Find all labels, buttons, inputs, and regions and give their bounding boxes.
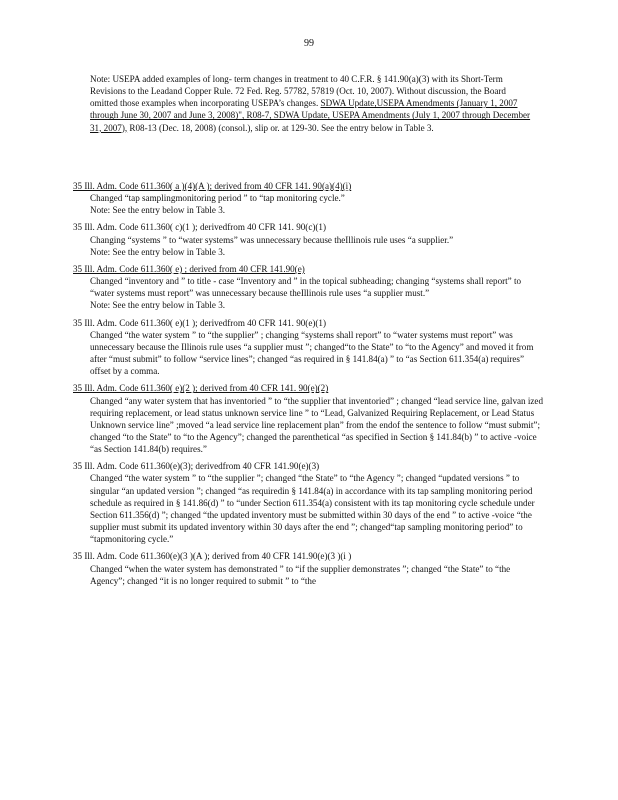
entry-text: Changed “the water system ” to “the supplier” ; changing “systems shall report” to “water systems must report” was unnecessary because the Illinois rule uses “a supplier must ”; changed“to the State” to “to the Agency” and moved it from after “must submit” to follow “service lines”; changed “as required in § 141.84(a) ” to “as Section 611.354(a) requires” offset by a comma.	[90, 329, 534, 377]
entry-body	[90, 329, 543, 378]
entry	[73, 180, 543, 216]
entry-citation: 35 Ill. Adm. Code 611.360( a )(4)(A ); derived from 40 CFR 141. 90(a)(4)(i)	[73, 181, 352, 191]
entry-text: Changed “tap samplingmonitoring period ” to “tap monitoring cycle.”	[90, 193, 345, 204]
note-tail: R08-13 (Dec. 18, 2008) (consol.), slip or. at 129-30. See the entry below in Table 3.	[129, 122, 434, 133]
entry-body	[90, 234, 543, 258]
note-line: Note: USEPA added examples of long- term changes in treatment to 40 C.F.R.	[90, 74, 375, 84]
entry-citation: 35 Ill. Adm. Code 611.360(e)(3); derivedfrom 40 CFR 141.90(e)(3)	[73, 461, 320, 472]
entry-body	[90, 192, 543, 216]
page-number: 99	[304, 38, 314, 49]
note-line: incorporating USEPA’s changes.	[200, 98, 319, 109]
entry-body	[90, 275, 543, 311]
entry-text: Changing “systems ” to “water systems” was unnecessary because theIllinois rule uses “a supplier.”	[90, 234, 454, 245]
entry-text: Changed “when the water system has demonstrated ” to “if the supplier demonstrates ”; changed “the State” to “the Agency”; changed “it is no longer required to submit ” to “the	[90, 563, 511, 586]
entry-text: Note: See the entry below in Table 3.	[90, 205, 226, 216]
entry	[73, 382, 543, 455]
entry-body	[90, 395, 543, 456]
entry	[73, 550, 543, 586]
entry-body	[90, 563, 543, 587]
entry	[73, 263, 543, 312]
note-line: § 141.90(a)(3) with its Short-Term Revisions to the Leadand Copper Rule. 72 Fed. Reg.	[90, 74, 503, 97]
entry	[73, 317, 543, 378]
note-underlined-reference: SDWA Update,USEPA Amendments (January 1, 2007 through June 30, 2007 and June 3, 2008)", R08-7, SDWA Update, USEPA Amendments (July 1, 2007 through December 31, 2007),	[90, 98, 531, 133]
entry-text: Changed “inventory and ” to title - case “Inventory and ” in the topical subheading; changing “systems shall report” to “water systems must report” was unnecessary because theIllinois rule uses “a supplier must.”	[90, 276, 522, 299]
note-line: 57782, 57819 (Oct. 10, 2007). Without discussion, the Board omitted those examples when	[90, 86, 506, 109]
entry	[73, 460, 543, 545]
entry-text: Note: See the entry below in Table 3.	[90, 300, 226, 311]
entry-text: Changed “any water system that has inventoried ” to “the supplier that inventoried” ; changed “lead service line, galvan ized requiring replacement, or lead status unknown service line ” to “Lead, Galvanized Requiring Replacement, or Lead Status Unknown service line” ;moved “a lead service line replacement plan” from the endof the sentence to follow “must submit”; changed “to the State” to “to the Agency”; changed the parenthetical “as specified in Section § 141.84(b) ” to active -voice “as Section 141.84(b) requires.”	[90, 395, 544, 455]
entry-citation: 35 Ill. Adm. Code 611.360( e)(1 ); derivedfrom 40 CFR 141. 90(e)(1)	[73, 317, 326, 328]
entry-citation: 35 Ill. Adm. Code 611.360( e)(2 ); derived from 40 CFR 141. 90(e)(2)	[73, 383, 329, 394]
entry-citation: 35 Ill. Adm. Code 611.360( e) ; derived from 40 CFR 141.90(e)	[73, 263, 305, 274]
entry-citation: 35 Ill. Adm. Code 611.360( c)(1 ); derivedfrom 40 CFR 141. 90(c)(1)	[73, 222, 326, 233]
entry-citation: 35 Ill. Adm. Code 611.360(e)(3 )(A ); derived from 40 CFR 141.90(e)(3 )(i )	[73, 551, 352, 562]
entry-text: Changed “the water system ” to “the supplier ”; changed “the State” to “the Agency ”; changed “updated versions ” to singular “an updated version ”; changed “as requiredin § 141.84(a) in accordance with its tap sampling monitoring period schedule as required in § 141.86(d) ” to “under Section 611.354(a) consistent with its tap monitoring cycle schedule under Section 611.356(d) ”; changed “the updated inventory must be submitted within 30 days of the end ” to active -voice “the supplier must submit its updated inventory within 30 days after the end ”; changed“tap sampling monitoring period” to “tapmonitoring cycle.”	[90, 473, 535, 545]
entry-list	[73, 180, 543, 592]
entry	[73, 221, 543, 257]
entry-body	[90, 472, 543, 545]
entry-text: Note: See the entry below in Table 3.	[90, 246, 226, 257]
note-paragraph	[90, 73, 535, 134]
